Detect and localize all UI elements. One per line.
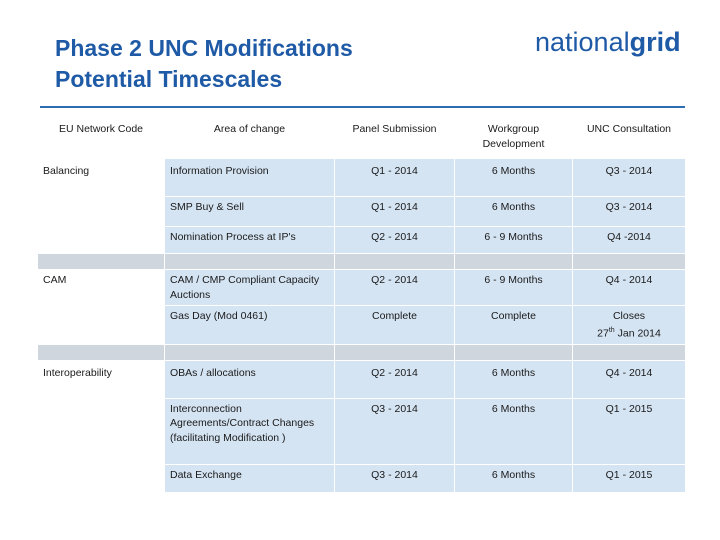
table-row — [38, 270, 686, 306]
row-workgroup: 6 Months — [455, 360, 573, 398]
consult-day-suffix: th — [608, 326, 615, 334]
row-consultation: Q1 - 2015 — [573, 464, 686, 492]
row-workgroup: 6 - 9 Months — [455, 270, 573, 306]
row-consultation: Q3 - 2014 — [573, 197, 686, 227]
row-code — [38, 464, 165, 492]
table-row — [38, 398, 686, 464]
row-area: Interconnection Agreements/Contract Changes (facilitating Modification ) — [165, 398, 335, 464]
row-consultation: Q3 - 2014 — [573, 159, 686, 197]
row-workgroup: 6 Months — [455, 398, 573, 464]
table-row — [38, 159, 686, 197]
title-divider — [40, 106, 685, 108]
row-panel: Q2 - 2014 — [335, 360, 455, 398]
row-area: CAM / CMP Compliant Capacity Auctions — [165, 270, 335, 306]
row-panel: Q2 - 2014 — [335, 270, 455, 306]
row-panel: Q2 - 2014 — [335, 227, 455, 254]
row-panel: Q1 - 2014 — [335, 197, 455, 227]
row-workgroup: 6 Months — [455, 159, 573, 197]
timescales-table — [37, 110, 686, 493]
row-consultation: Q4 - 2014 — [573, 270, 686, 306]
title-line-2: Potential Timescales — [55, 66, 283, 92]
row-code — [38, 197, 165, 227]
table-row — [38, 227, 686, 254]
header-area-of-change: Area of change — [165, 111, 335, 159]
separator-row — [38, 254, 686, 270]
row-area: Gas Day (Mod 0461) — [165, 306, 335, 345]
national-grid-logo — [535, 27, 681, 58]
row-panel: Q3 - 2014 — [335, 398, 455, 464]
header-unc-consultation: UNC Consultation — [573, 111, 686, 159]
row-consultation: Q4 - 2014 — [573, 360, 686, 398]
row-consultation: Q4 -2014 — [573, 227, 686, 254]
row-code — [38, 398, 165, 464]
row-workgroup: 6 Months — [455, 464, 573, 492]
row-code — [38, 227, 165, 254]
row-workgroup: 6 Months — [455, 197, 573, 227]
row-code: Balancing — [38, 159, 165, 197]
row-area: Nomination Process at IP's — [165, 227, 335, 254]
header-workgroup-development: Workgroup Development — [455, 111, 573, 159]
row-panel: Q1 - 2014 — [335, 159, 455, 197]
row-area: OBAs / allocations — [165, 360, 335, 398]
table-row — [38, 464, 686, 492]
row-code: CAM — [38, 270, 165, 306]
row-workgroup: Complete — [455, 306, 573, 345]
row-workgroup: 6 - 9 Months — [455, 227, 573, 254]
row-panel: Q3 - 2014 — [335, 464, 455, 492]
row-consultation: Q1 - 2015 — [573, 398, 686, 464]
row-consultation — [573, 306, 686, 345]
table-row — [38, 306, 686, 345]
logo-grid: grid — [629, 27, 681, 57]
row-area: Information Provision — [165, 159, 335, 197]
separator-row — [38, 344, 686, 360]
row-area: SMP Buy & Sell — [165, 197, 335, 227]
consult-closes: Closes — [612, 310, 646, 322]
row-code: Interoperability — [38, 360, 165, 398]
table-header-row — [38, 111, 686, 159]
table-row — [38, 197, 686, 227]
row-code — [38, 306, 165, 345]
header-eu-network-code: EU Network Code — [38, 111, 165, 159]
consult-month-year: Jan 2014 — [617, 327, 661, 339]
row-panel: Complete — [335, 306, 455, 345]
slide-title — [55, 33, 353, 95]
consult-day: 27 — [597, 327, 609, 339]
title-line-1: Phase 2 UNC Modifications — [55, 35, 353, 61]
header-panel-submission: Panel Submission — [335, 111, 455, 159]
table-row — [38, 360, 686, 398]
row-area: Data Exchange — [165, 464, 335, 492]
logo-national: national — [535, 27, 630, 57]
